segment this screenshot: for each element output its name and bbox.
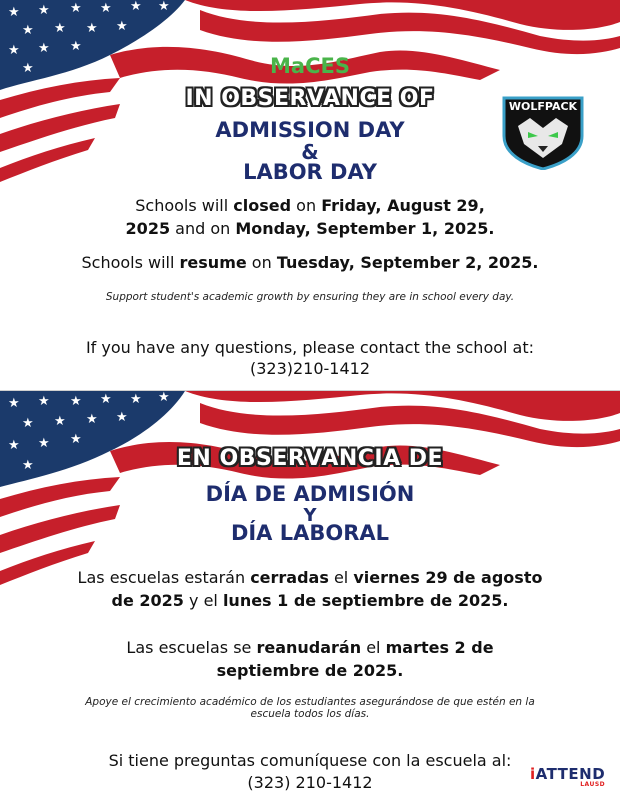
closure-message: Las escuelas estarán cerradas el viernes 29 de agosto de 2025 y el lunes 1 de septiembre de 2025.: [77, 568, 543, 610]
closure-message: Schools will closed on Friday, August 29, 2025 and on Monday, September 1, 2025.: [125, 196, 495, 238]
svg-text:★: ★: [86, 21, 98, 36]
svg-text:★: ★: [70, 39, 82, 54]
resume-message: Schools will resume on Tuesday, September 2, 2025.: [81, 253, 539, 272]
i-attend-logo: [530, 765, 606, 788]
phone-number: (323) 210-1412: [247, 773, 373, 792]
conjunction: Y: [303, 505, 317, 526]
svg-text:★: ★: [158, 0, 170, 14]
svg-text:★: ★: [38, 436, 50, 451]
school-name: MaCES: [270, 54, 350, 78]
wolfpack-logo-text: WOLFPACK: [508, 100, 578, 113]
observance-heading: EN OBSERVANCIA DE: [176, 446, 444, 471]
attendance-note: Support student's academic growth by ensuring they are in school every day.: [105, 291, 515, 303]
english-notice: [0, 0, 620, 390]
svg-text:★: ★: [38, 3, 50, 18]
svg-text:★: ★: [70, 432, 82, 447]
contact-message: If you have any questions, please contact the school at:: [85, 338, 535, 357]
svg-text:★: ★: [86, 412, 98, 427]
spanish-notice: [0, 390, 620, 800]
svg-text:★: ★: [70, 1, 82, 16]
holiday-name-2: DÍA LABORAL: [230, 521, 390, 545]
svg-text:★: ★: [130, 392, 142, 407]
svg-text:★: ★: [100, 1, 112, 16]
svg-text:★: ★: [22, 458, 34, 473]
svg-text:★: ★: [54, 414, 66, 429]
svg-text:★: ★: [116, 19, 128, 34]
holiday-name-1: DÍA DE ADMISIÓN: [205, 482, 415, 506]
svg-text:★: ★: [70, 394, 82, 409]
lausd-label: LAUSD: [580, 781, 606, 788]
svg-text:★: ★: [8, 5, 20, 20]
svg-text:★: ★: [158, 391, 170, 405]
phone-number: (323)210-1412: [249, 359, 371, 378]
svg-text:★: ★: [22, 23, 34, 38]
svg-text:★: ★: [54, 21, 66, 36]
attendance-note: Apoye el crecimiento académico de los estudiantes asegurándose de que estén en la escuela todos los días.: [85, 696, 535, 720]
svg-text:★: ★: [38, 41, 50, 56]
contact-message: Si tiene preguntas comuníquese con la escuela al:: [108, 751, 512, 770]
svg-text:★: ★: [22, 416, 34, 431]
holiday-name-1: ADMISSION DAY: [215, 118, 405, 142]
svg-text:★: ★: [116, 410, 128, 425]
svg-text:★: ★: [22, 61, 34, 76]
svg-text:★: ★: [38, 394, 50, 409]
wolfpack-logo: [500, 92, 586, 170]
observance-heading: IN OBSERVANCE OF: [185, 86, 435, 111]
svg-text:★: ★: [8, 396, 20, 411]
resume-message: Las escuelas se reanudarán el martes 2 de septiembre de 2025.: [126, 638, 494, 680]
holiday-name-2: LABOR DAY: [243, 160, 377, 184]
attend-logo-text: ATTEND: [535, 765, 606, 783]
attend-logo-i: i: [530, 765, 536, 783]
svg-text:★: ★: [8, 43, 20, 58]
svg-text:★: ★: [100, 392, 112, 407]
ampersand: &: [301, 140, 319, 164]
svg-text:★: ★: [8, 438, 20, 453]
svg-text:★: ★: [130, 0, 142, 14]
